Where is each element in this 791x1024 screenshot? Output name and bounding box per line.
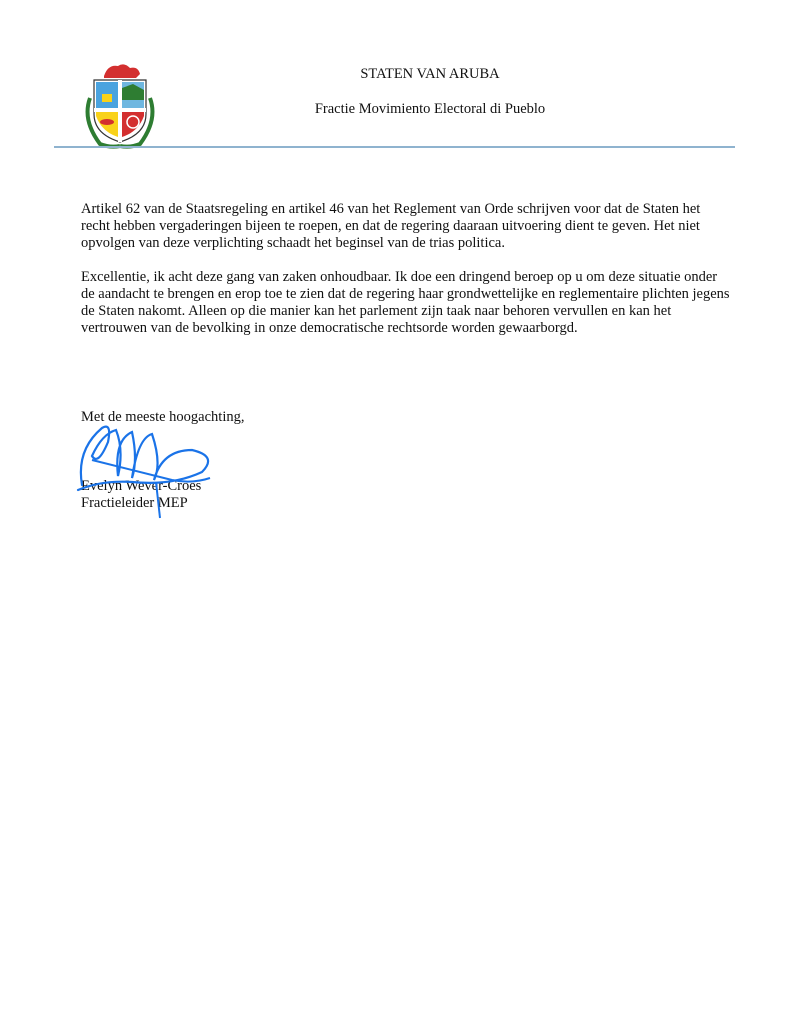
aruba-coat-of-arms-icon — [80, 58, 160, 150]
paragraph: Excellentie, ik acht deze gang van zaken onhoudbaar. Ik doe een dringend beroep op u om deze situatie onder de aandacht te brengen en erop toe te zien dat de regering haar grondwettelijke en reglementaire plichten jegens de Staten nakomt. Alleen op die manier kan het parlement zijn taak naar behoren vervullen en kan het vertrouwen van de bevolking in onze democratische rechtsorde worden gewaarborgd. — [81, 269, 730, 336]
signer-name: Evelyn Wever-Croes — [81, 478, 202, 494]
faction-name: Fractie Movimiento Electoral di Pueblo — [314, 101, 546, 117]
organization-name: STATEN VAN ARUBA — [360, 66, 500, 82]
signer-title: Fractieleider MEP — [81, 495, 188, 511]
header-divider — [54, 146, 735, 148]
letter-body — [81, 201, 731, 354]
paragraph: Artikel 62 van de Staatsregeling en artikel 46 van het Reglement van Orde schrijven voor dat de Staten het recht hebben vergaderingen bijeen te roepen, en dat de regering daaraan uitvoering dient te geven. Het niet opvolgen van deze verplichting schaadt het beginsel van de trias politica. — [81, 201, 701, 251]
signer-block — [81, 478, 201, 512]
closing-salutation: Met de meeste hoogachting, — [81, 409, 245, 425]
